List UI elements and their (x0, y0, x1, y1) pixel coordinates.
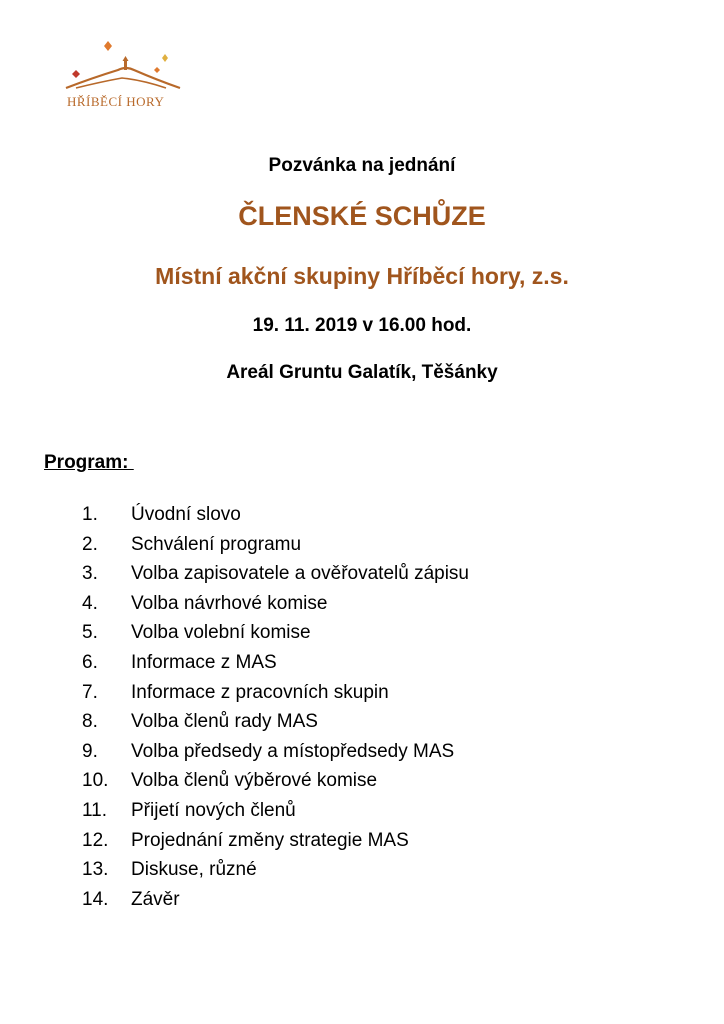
item-number: 11. (82, 799, 108, 821)
item-number: 14. (82, 888, 109, 910)
logo-text: HŘÍBĚCÍ HORY (67, 94, 165, 109)
item-text: Závěr (131, 888, 180, 910)
meeting-place: Areál Gruntu Galatík, Těšánky (226, 362, 498, 383)
item-text: Volba zapisovatele a ověřovatelů zápisu (131, 563, 470, 585)
item-number: 13. (82, 859, 109, 881)
item-number: 6. (82, 651, 98, 673)
invitation-line: Pozvánka na jednání (268, 155, 456, 176)
item-number: 7. (82, 681, 98, 703)
item-number: 5. (82, 622, 98, 644)
item-number: 9. (82, 740, 98, 762)
program-heading: Program: (44, 452, 134, 473)
item-text: Volba návrhové komise (131, 592, 328, 614)
item-text: Přijetí nových členů (131, 799, 296, 821)
item-text: Informace z MAS (131, 651, 277, 673)
item-number: 4. (82, 592, 98, 614)
item-number: 3. (82, 563, 98, 585)
item-number: 8. (82, 711, 98, 733)
item-text: Volba členů výběrové komise (131, 770, 378, 792)
item-number: 10. (82, 770, 109, 792)
item-number: 12. (82, 829, 109, 851)
item-text: Volba volební komise (131, 622, 311, 644)
organization-subtitle: Místní akční skupiny Hříběcí hory, z.s. (155, 263, 569, 289)
item-number: 1. (82, 504, 98, 525)
item-text: Volba členů rady MAS (131, 711, 318, 733)
item-text: Projednání změny strategie MAS (131, 829, 409, 851)
item-text: Diskuse, různé (131, 859, 257, 881)
item-text: Schválení programu (131, 533, 302, 555)
organization-logo (62, 40, 192, 120)
item-text: Informace z pracovních skupin (131, 681, 389, 703)
item-text: Volba předsedy a místopředsedy MAS (131, 740, 455, 762)
item-text: Úvodní slovo (131, 504, 241, 525)
page-title: ČLENSKÉ SCHŮZE (238, 201, 486, 231)
meeting-datetime: 19. 11. 2019 v 16.00 hod. (252, 315, 472, 336)
hills-leaves-icon (62, 40, 192, 98)
item-number: 2. (82, 533, 98, 555)
